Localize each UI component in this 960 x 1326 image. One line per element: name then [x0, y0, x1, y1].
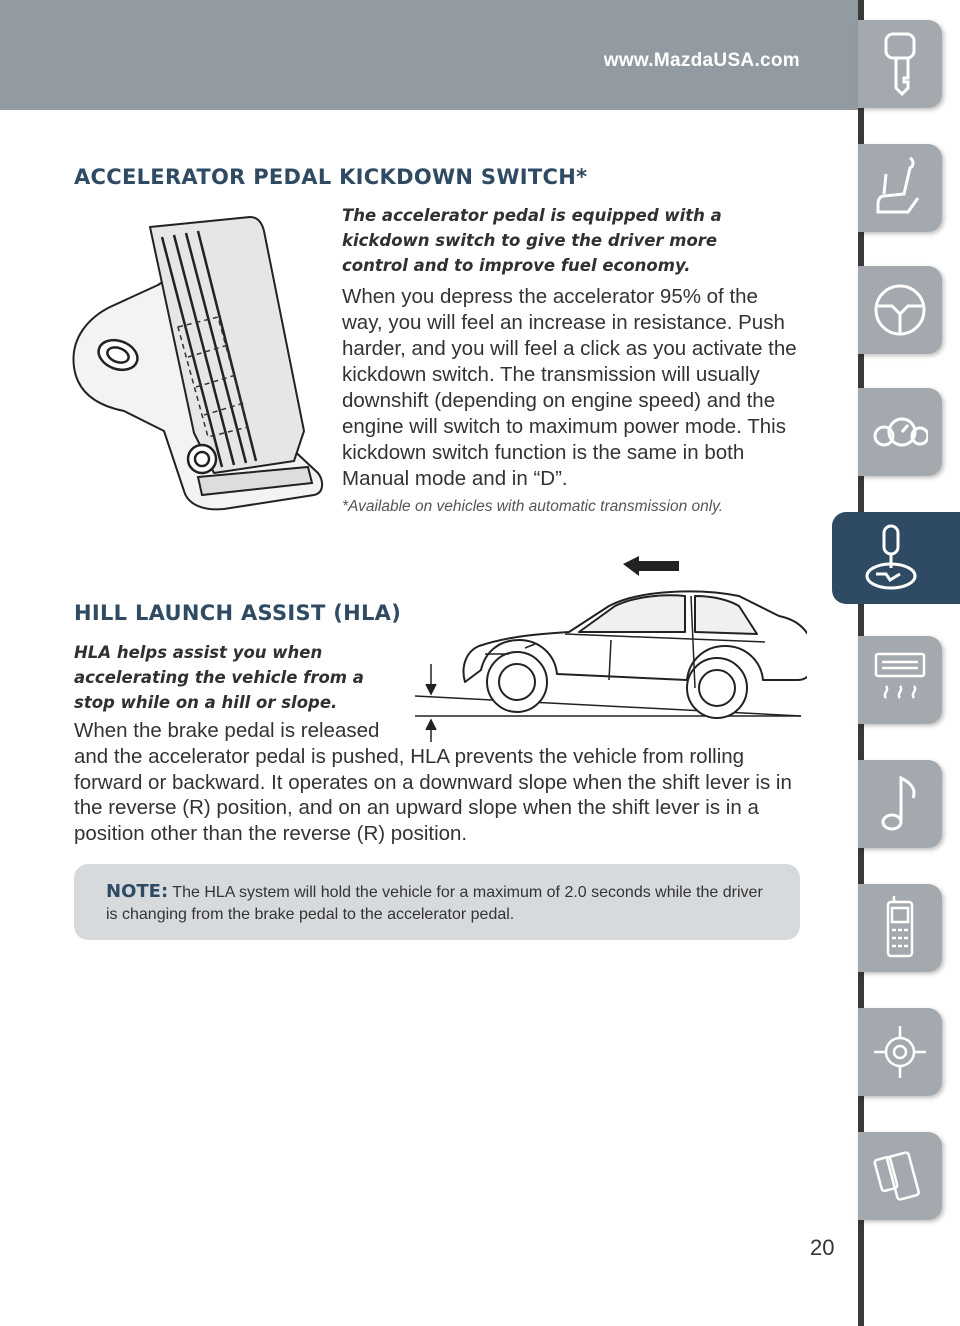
tab-seat[interactable]	[858, 144, 942, 232]
car-on-slope-illustration	[415, 552, 807, 742]
note-box	[74, 864, 800, 940]
tab-audio[interactable]	[858, 760, 942, 848]
note-text: The HLA system will hold the vehicle for a maximum of 2.0 seconds while the driver is changing from the brake pedal to the accelerator pedal.	[106, 884, 763, 923]
seat-icon	[872, 154, 928, 222]
tab-gauges[interactable]	[858, 388, 942, 476]
section-title-hla: HILL LAUNCH ASSIST (HLA)	[74, 601, 402, 625]
website-url[interactable]: www.MazdaUSA.com	[603, 50, 800, 71]
tab-climate[interactable]	[858, 636, 942, 724]
tab-phone[interactable]	[858, 884, 942, 972]
section-title-kickdown: ACCELERATOR PEDAL KICKDOWN SWITCH*	[74, 165, 588, 189]
tab-steering[interactable]	[858, 266, 942, 354]
direction-arrow-icon	[623, 556, 679, 576]
navigation-icon	[872, 1018, 928, 1086]
kickdown-footnote: *Available on vehicles with automatic transmission only.	[342, 498, 724, 515]
steering-wheel-icon	[872, 276, 928, 344]
note-label: NOTE:	[106, 881, 169, 902]
key-icon	[872, 30, 928, 98]
tab-key[interactable]	[858, 20, 942, 108]
hla-lead-text: HLA helps assist you when accelerating the vehicle from a stop while on a hill or slope.	[74, 643, 364, 712]
hla-body-first-line: When the brake pedal is released	[74, 719, 380, 742]
page-number: 20	[810, 1235, 835, 1260]
kickdown-body-text: When you depress the accelerator 95% of the way, you will feel an increase in resistance. Push harder, and you will feel a click as you activate the kickdown switch. The transmission will usually downshift (depending on engine speed) and the engine will switch to maximum power mode. This kickdown switch function is the same in both Manual mode and in “D”.	[342, 285, 797, 490]
music-note-icon	[872, 770, 928, 838]
note-paragraph	[106, 881, 776, 926]
tab-device[interactable]	[858, 1132, 942, 1220]
page-header	[0, 0, 862, 110]
tab-gear-shift[interactable]	[832, 512, 936, 604]
gauge-cluster-icon	[872, 398, 928, 466]
climate-icon	[872, 646, 928, 714]
kickdown-lead-text: The accelerator pedal is equipped with a kickdown switch to give the driver more control and to improve fuel economy.	[342, 206, 722, 275]
tab-navigation[interactable]	[858, 1008, 942, 1096]
phone-icon	[872, 894, 928, 962]
accelerator-pedal-illustration	[70, 207, 330, 517]
device-icon	[872, 1142, 928, 1210]
hla-body-text: and the accelerator pedal is pushed, HLA prevents the vehicle from rolling forward or backward. It operates on a downward slope when the shift lever is in the reverse (R) position, and on an upward slope when the shift lever is in a position other than the reverse (R) position.	[74, 745, 792, 845]
gear-shift-icon	[862, 522, 918, 594]
